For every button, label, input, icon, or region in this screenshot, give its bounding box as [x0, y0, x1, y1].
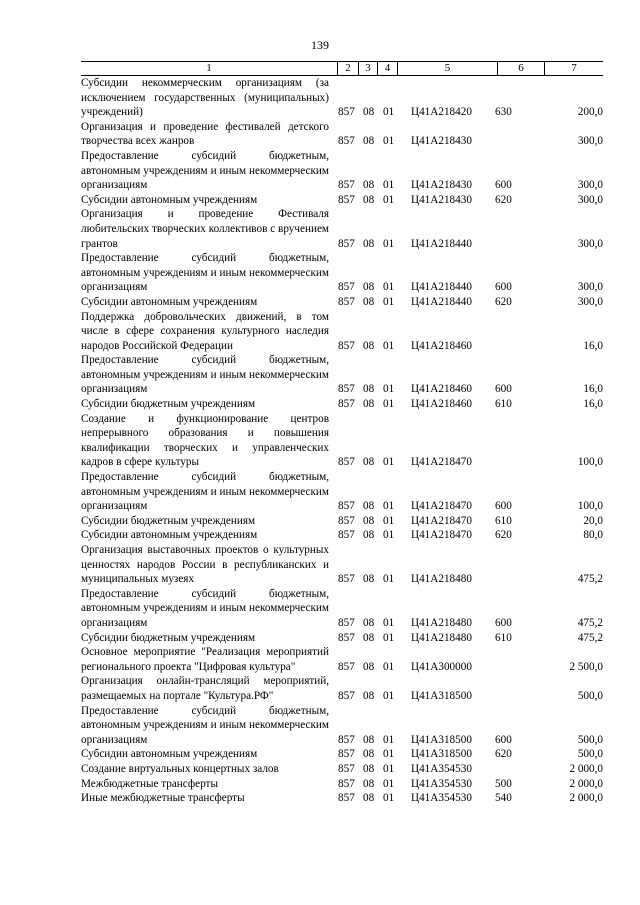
table-row	[81, 704, 603, 748]
header-col-7: 7	[571, 62, 577, 74]
row-amount: 300,0	[577, 281, 603, 294]
table-row	[81, 762, 603, 777]
row-code-4: 01	[383, 573, 395, 586]
row-code-2: 857	[338, 179, 355, 192]
row-code-4: 01	[383, 762, 395, 775]
row-name: Иные межбюджетные трансферты	[81, 792, 245, 805]
row-name: Предоставление субсидий бюджетным, автономным учреждениям и иным некоммерческим организациям	[81, 149, 329, 192]
row-amount: 16,0	[583, 383, 603, 396]
row-code-4: 01	[383, 295, 395, 308]
row-code-3: 08	[363, 689, 375, 702]
row-name: Субсидии бюджетным учреждениям	[81, 514, 256, 527]
row-code-5: Ц41А354530	[411, 762, 472, 775]
row-code-6: 630	[495, 106, 512, 119]
row-amount: 100,0	[577, 500, 603, 513]
row-amount: 20,0	[583, 514, 603, 527]
row-code-5: Ц41А218430	[411, 193, 472, 206]
row-code-3: 08	[363, 500, 375, 513]
row-amount: 300,0	[577, 193, 603, 206]
row-name: Поддержка добровольческих движений, в том числе в сфере сохранения культурного наследия народов Российской Федерации	[81, 310, 329, 352]
row-code-3: 08	[363, 135, 375, 148]
table-row	[81, 412, 603, 470]
row-code-6: 610	[495, 398, 512, 411]
row-amount: 16,0	[583, 398, 603, 411]
table-row	[81, 674, 603, 703]
row-name: Предоставление субсидий бюджетным, автономным учреждениям и иным некоммерческим организациям	[81, 354, 329, 396]
row-code-3: 08	[363, 748, 375, 761]
row-name: Субсидии автономным учреждениям	[81, 193, 258, 206]
row-code-2: 857	[338, 733, 355, 746]
table-row	[81, 397, 603, 412]
row-code-5: Ц41А218470	[411, 456, 472, 469]
row-code-4: 01	[383, 339, 395, 352]
table-row	[81, 120, 603, 149]
row-code-3: 08	[363, 179, 375, 192]
row-code-5: Ц41А218430	[411, 135, 472, 148]
row-code-5: Ц41А218470	[411, 529, 472, 542]
row-code-4: 01	[383, 689, 395, 702]
row-name: Субсидии автономным учреждениям	[81, 529, 258, 542]
row-code-4: 01	[383, 135, 395, 148]
row-amount: 475,2	[577, 616, 603, 629]
row-code-6: 610	[495, 631, 512, 644]
row-code-4: 01	[383, 616, 395, 629]
row-code-5: Ц41А218440	[411, 295, 472, 308]
row-code-6: 600	[495, 616, 512, 629]
table-row	[81, 295, 603, 310]
row-amount: 500,0	[577, 733, 603, 746]
row-code-6: 620	[495, 748, 512, 761]
row-code-4: 01	[383, 456, 395, 469]
row-code-5: Ц41А218460	[411, 339, 472, 352]
row-code-6: 620	[495, 529, 512, 542]
row-code-5: Ц41А354530	[411, 777, 472, 790]
row-amount: 200,0	[577, 106, 603, 119]
row-name: Предоставление субсидий бюджетным, автономным учреждениям и иным некоммерческим организациям	[81, 471, 329, 513]
row-code-3: 08	[363, 193, 375, 206]
row-amount: 100,0	[577, 456, 603, 469]
row-code-2: 857	[338, 573, 355, 586]
table-row	[81, 353, 603, 397]
row-amount: 300,0	[577, 295, 603, 308]
row-code-3: 08	[363, 514, 375, 527]
table-row	[81, 587, 603, 631]
row-amount: 2 000,0	[569, 762, 603, 775]
table-row	[81, 76, 603, 120]
row-code-2: 857	[338, 383, 355, 396]
row-name: Предоставление субсидий бюджетным, автономным учреждениям и иным некоммерческим организациям	[81, 704, 329, 746]
row-amount: 500,0	[577, 748, 603, 761]
row-code-2: 857	[338, 237, 355, 250]
row-amount: 2 000,0	[569, 777, 603, 790]
row-code-5: Ц41А218460	[411, 383, 472, 396]
row-code-5: Ц41А218420	[411, 106, 472, 119]
table-row	[81, 791, 603, 806]
row-code-4: 01	[383, 514, 395, 527]
row-amount: 16,0	[583, 339, 603, 352]
row-code-5: Ц41А218440	[411, 281, 472, 294]
row-name: Создание виртуальных концертных залов	[81, 762, 279, 775]
row-code-3: 08	[363, 398, 375, 411]
table-row	[81, 207, 603, 251]
row-amount: 475,2	[577, 573, 603, 586]
table-row	[81, 528, 603, 543]
row-code-6: 600	[495, 500, 512, 513]
row-code-4: 01	[383, 193, 395, 206]
row-amount: 475,2	[577, 631, 603, 644]
table-row	[81, 193, 603, 208]
row-code-4: 01	[383, 383, 395, 396]
row-code-2: 857	[338, 689, 355, 702]
page-number: 139	[311, 38, 329, 52]
row-amount: 300,0	[577, 179, 603, 192]
row-code-6: 540	[495, 792, 512, 805]
row-name: Субсидии бюджетным учреждениям	[81, 631, 256, 644]
row-code-4: 01	[383, 106, 395, 119]
header-col-2: 2	[338, 62, 359, 75]
table-row	[81, 310, 603, 354]
row-code-6: 600	[495, 281, 512, 294]
row-name: Субсидии автономным учреждениям	[81, 295, 258, 308]
row-code-5: Ц41А318500	[411, 689, 472, 702]
row-code-2: 857	[338, 106, 355, 119]
row-code-2: 857	[338, 748, 355, 761]
row-code-4: 01	[383, 748, 395, 761]
row-name: Организация выставочных проектов о культурных ценностях народов России в республиканских и муниципальных музеях	[81, 544, 329, 586]
row-code-2: 857	[338, 456, 355, 469]
header-col-6: 6	[498, 62, 545, 75]
header-col-3: 3	[359, 62, 378, 75]
row-code-4: 01	[383, 792, 395, 805]
table-row	[81, 747, 603, 762]
row-code-5: Ц41А300000	[411, 660, 472, 673]
table-row	[81, 251, 603, 295]
row-code-5: Ц41А218470	[411, 500, 472, 513]
row-code-3: 08	[363, 281, 375, 294]
header-col-4: 4	[378, 62, 398, 75]
row-code-3: 08	[363, 631, 375, 644]
table-row	[81, 149, 603, 193]
row-code-3: 08	[363, 777, 375, 790]
row-code-2: 857	[338, 281, 355, 294]
row-code-5: Ц41А218480	[411, 573, 472, 586]
row-code-3: 08	[363, 383, 375, 396]
header-col-1: 1	[81, 62, 338, 75]
row-code-5: Ц41А218440	[411, 237, 472, 250]
row-amount: 80,0	[583, 529, 603, 542]
row-code-2: 857	[338, 792, 355, 805]
table-row	[81, 631, 603, 646]
row-code-3: 08	[363, 616, 375, 629]
row-code-6: 620	[495, 295, 512, 308]
row-amount: 500,0	[577, 689, 603, 702]
row-code-6: 600	[495, 733, 512, 746]
row-code-2: 857	[338, 193, 355, 206]
row-code-2: 857	[338, 295, 355, 308]
row-code-2: 857	[338, 398, 355, 411]
row-code-3: 08	[363, 762, 375, 775]
row-code-5: Ц41А218470	[411, 514, 472, 527]
row-code-3: 08	[363, 237, 375, 250]
row-amount: 2 000,0	[569, 792, 603, 805]
row-code-4: 01	[383, 179, 395, 192]
row-code-6: 620	[495, 193, 512, 206]
row-code-2: 857	[338, 616, 355, 629]
row-code-4: 01	[383, 733, 395, 746]
row-code-3: 08	[363, 339, 375, 352]
table-body	[81, 76, 603, 806]
row-code-2: 857	[338, 500, 355, 513]
row-code-5: Ц41А218480	[411, 631, 472, 644]
table-row	[81, 645, 603, 674]
row-code-6: 610	[495, 514, 512, 527]
row-code-2: 857	[338, 777, 355, 790]
row-code-2: 857	[338, 631, 355, 644]
row-code-6: 500	[495, 777, 512, 790]
row-amount: 300,0	[577, 135, 603, 148]
header-col-5: 5	[398, 62, 498, 75]
row-code-3: 08	[363, 573, 375, 586]
row-name: Субсидии некоммерческим организациям (за исключением государственных (муниципальных) учреждений)	[81, 77, 329, 119]
row-code-6: 600	[495, 179, 512, 192]
row-code-5: Ц41А354530	[411, 792, 472, 805]
row-code-2: 857	[338, 762, 355, 775]
row-amount: 300,0	[577, 237, 603, 250]
row-code-3: 08	[363, 660, 375, 673]
row-code-4: 01	[383, 398, 395, 411]
row-code-2: 857	[338, 135, 355, 148]
row-name: Субсидии автономным учреждениям	[81, 748, 258, 761]
row-code-6: 600	[495, 383, 512, 396]
table-header	[81, 61, 603, 76]
row-code-4: 01	[383, 777, 395, 790]
row-code-5: Ц41А218430	[411, 179, 472, 192]
row-code-4: 01	[383, 500, 395, 513]
row-code-3: 08	[363, 456, 375, 469]
row-code-2: 857	[338, 529, 355, 542]
row-code-3: 08	[363, 295, 375, 308]
table-row	[81, 543, 603, 587]
row-code-4: 01	[383, 237, 395, 250]
row-code-5: Ц41А218460	[411, 398, 472, 411]
row-name: Субсидии бюджетным учреждениям	[81, 398, 256, 411]
table-row	[81, 777, 603, 792]
row-code-4: 01	[383, 660, 395, 673]
row-name: Создание и функционирование центров непрерывного образования и повышения квалификации творческих и управленческих кадров в сфере культуры	[81, 412, 329, 469]
row-name: Предоставление субсидий бюджетным, автономным учреждениям и иным некоммерческим организациям	[81, 252, 329, 294]
row-code-5: Ц41А318500	[411, 733, 472, 746]
row-code-2: 857	[338, 660, 355, 673]
table-row	[81, 514, 603, 529]
row-code-2: 857	[338, 339, 355, 352]
row-name: Межбюджетные трансферты	[81, 777, 218, 790]
row-code-3: 08	[363, 529, 375, 542]
row-code-2: 857	[338, 514, 355, 527]
row-amount: 2 500,0	[569, 660, 603, 673]
row-code-3: 08	[363, 792, 375, 805]
row-code-5: Ц41А218480	[411, 616, 472, 629]
row-code-4: 01	[383, 529, 395, 542]
row-name: Основное мероприятие "Реализация мероприятий регионального проекта "Цифровая культура"	[81, 646, 329, 673]
row-code-4: 01	[383, 281, 395, 294]
row-name: Организация и проведение фестивалей детского творчества всех жанров	[81, 120, 329, 148]
table-row	[81, 470, 603, 514]
row-code-3: 08	[363, 106, 375, 119]
row-name: Предоставление субсидий бюджетным, автономным учреждениям и иным некоммерческим организациям	[81, 587, 329, 629]
row-name: Организация онлайн-трансляций мероприятий, размещаемых на портале "Культура.РФ"	[81, 675, 329, 702]
row-code-3: 08	[363, 733, 375, 746]
row-code-4: 01	[383, 631, 395, 644]
row-code-5: Ц41А318500	[411, 748, 472, 761]
row-name: Организация и проведение Фестиваля любительских творческих коллективов с вручением грантов	[81, 208, 329, 250]
